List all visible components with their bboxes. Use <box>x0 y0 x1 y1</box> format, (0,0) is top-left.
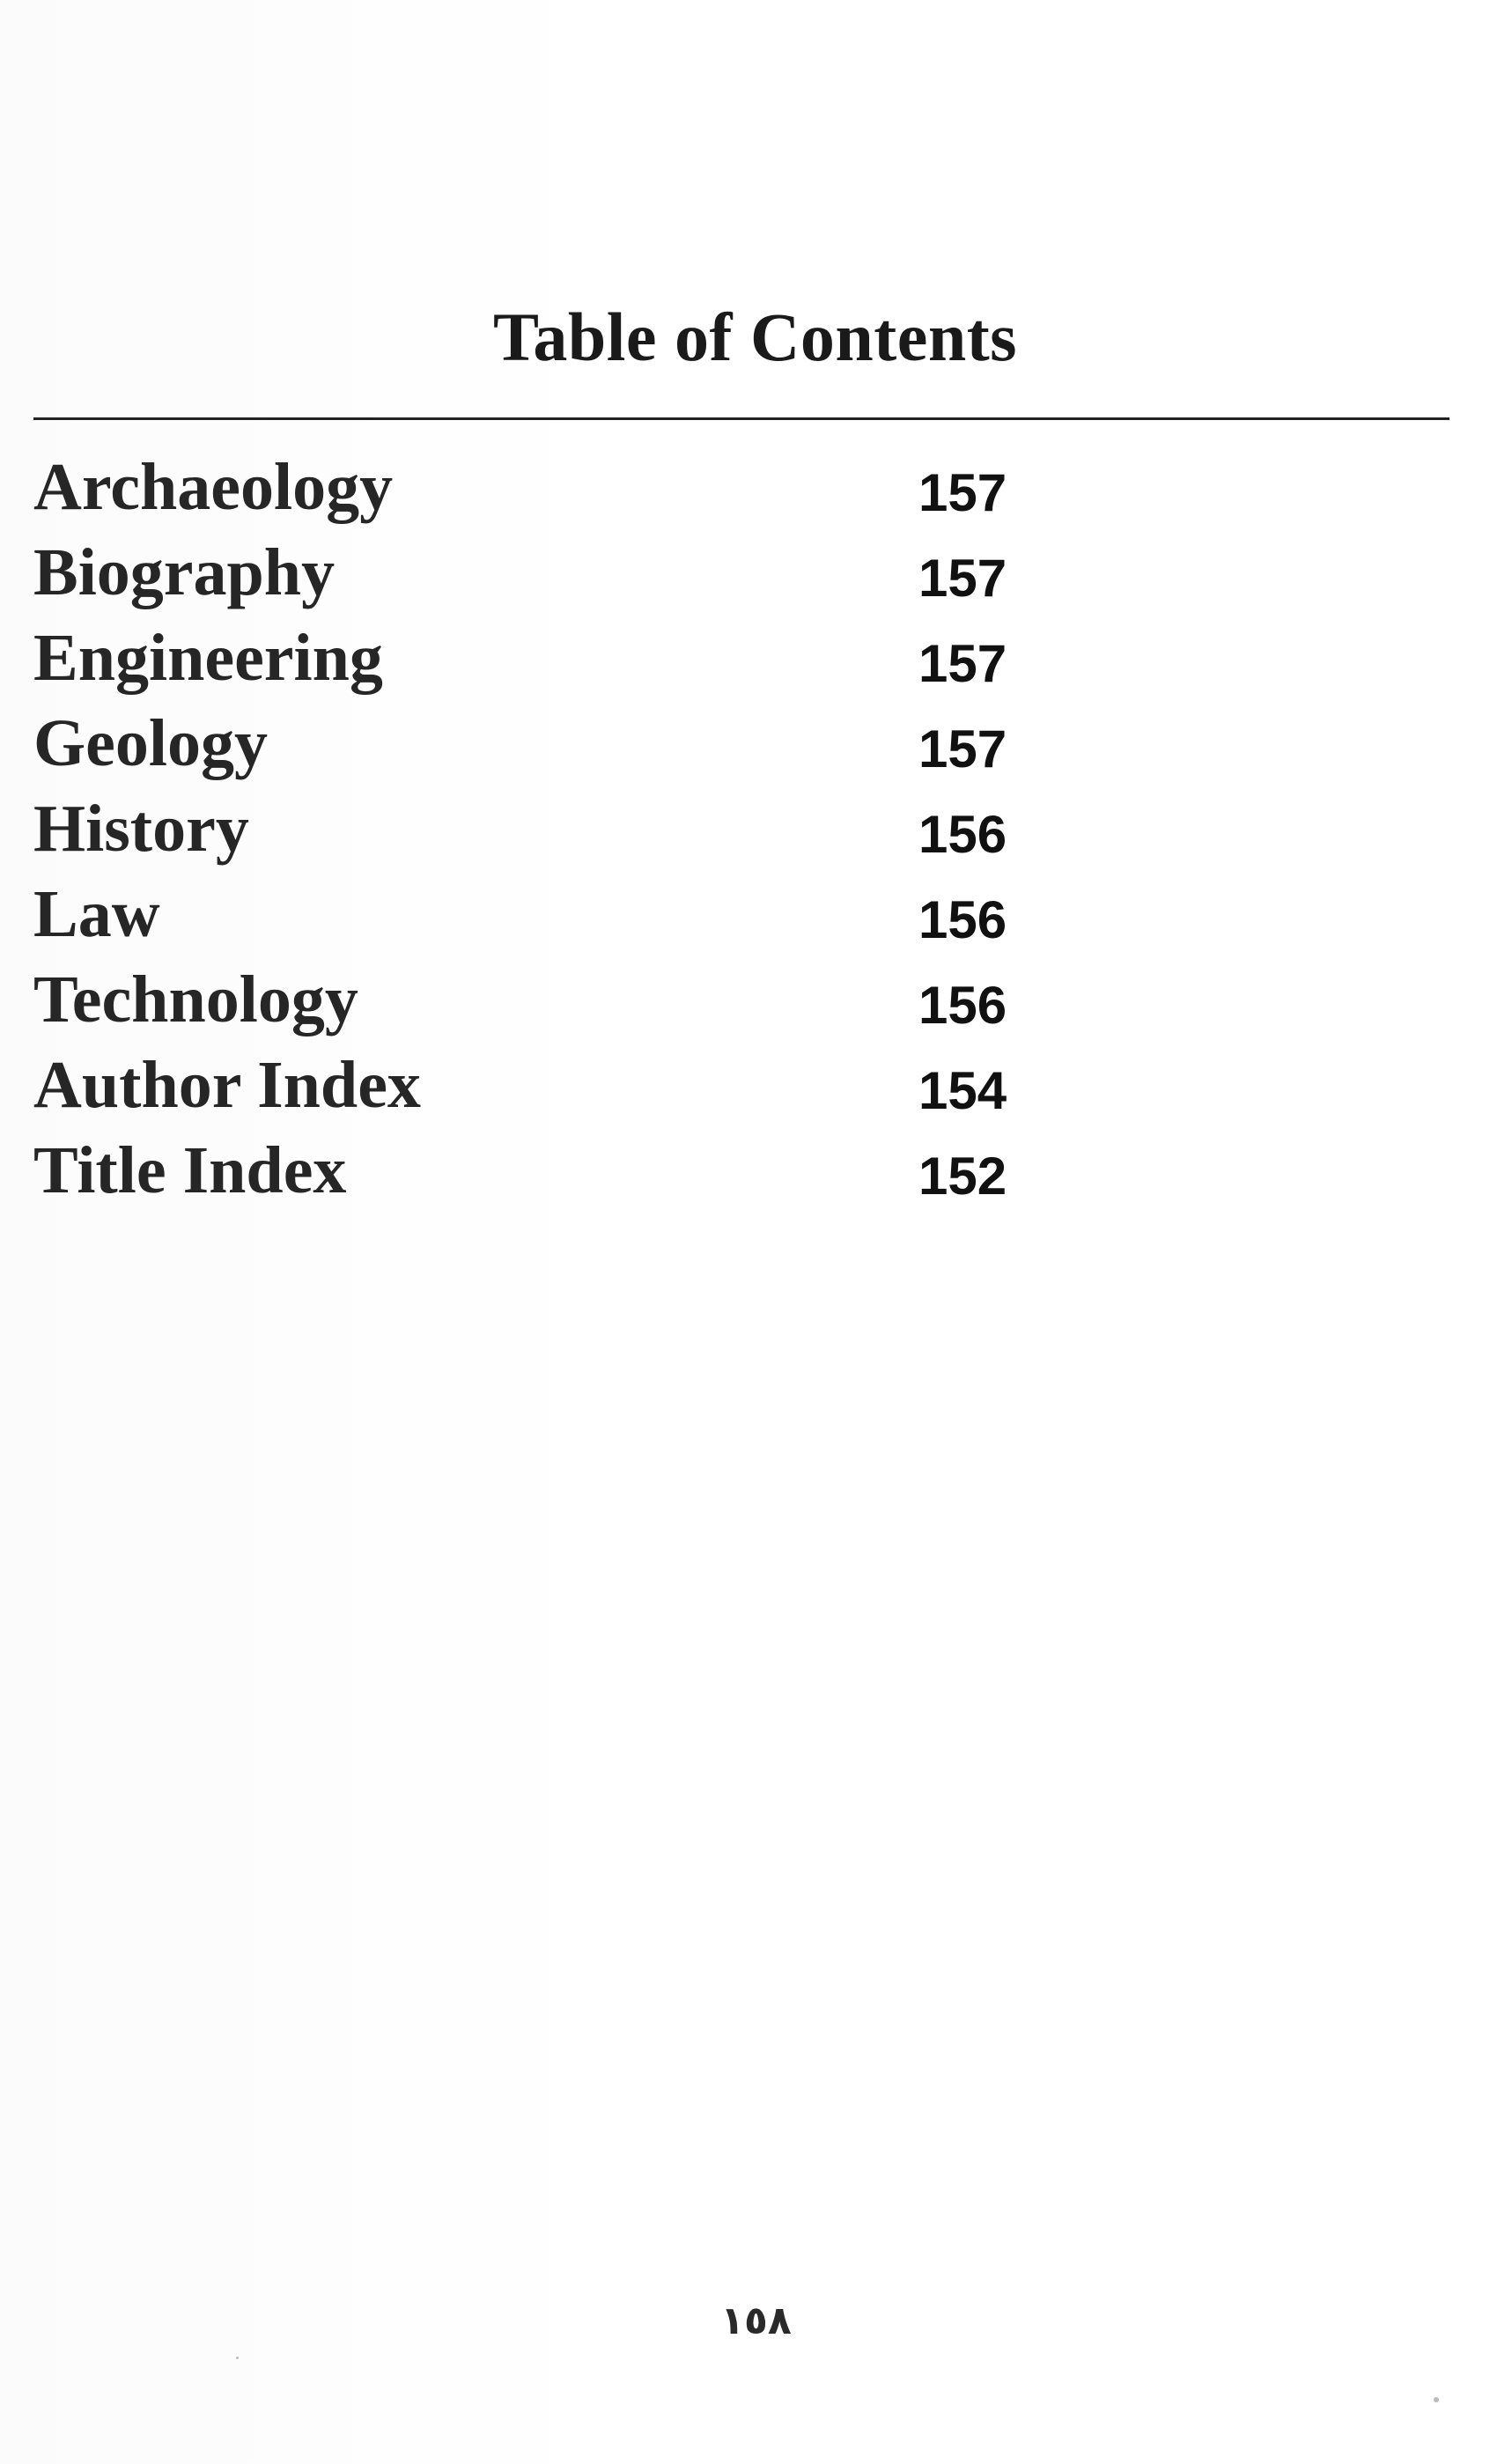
toc-entry-label: Technology <box>33 963 358 1037</box>
scan-speck <box>1434 2397 1439 2402</box>
toc-entry-page: 156 <box>918 805 1007 864</box>
toc-entry-engineering <box>33 616 1178 701</box>
toc-entry-technology <box>33 957 1178 1043</box>
toc-entry-page: 157 <box>918 463 1007 522</box>
toc-entry-archaeology <box>33 445 1178 530</box>
toc-entry-title-index <box>33 1128 1178 1214</box>
toc-entry-law <box>33 872 1178 957</box>
title-rule <box>33 417 1449 420</box>
toc-entry-page: 156 <box>918 890 1007 949</box>
toc-entry-page: 156 <box>918 976 1007 1035</box>
toc-entry-label: Geology <box>33 706 268 780</box>
toc-entry-geology <box>33 701 1178 786</box>
toc-entry-label: Title Index <box>33 1133 347 1207</box>
toc-entry-page: 154 <box>918 1061 1007 1120</box>
toc-entry-page: 152 <box>918 1147 1007 1206</box>
toc-entry-label: Archaeology <box>33 450 394 524</box>
toc-entry-label: History <box>33 792 249 866</box>
toc-entry-label: Engineering <box>33 621 383 695</box>
scan-speck <box>236 2357 239 2359</box>
bleed-through-heading <box>476 84 845 154</box>
toc-entry-author-index <box>33 1043 1178 1128</box>
page-number: ١٥٨ <box>720 2298 792 2343</box>
toc-entry-biography <box>33 530 1178 616</box>
toc-title: Table of Contents <box>493 299 1018 375</box>
toc-entry-label: Biography <box>33 535 336 609</box>
toc-entry-page: 157 <box>918 634 1007 693</box>
toc-list <box>33 445 1178 1214</box>
toc-entry-page: 157 <box>918 549 1007 608</box>
toc-entry-label: Law <box>33 877 160 951</box>
toc-entry-history <box>33 786 1178 872</box>
toc-entry-label: Author Index <box>33 1048 421 1122</box>
toc-entry-page: 157 <box>918 719 1007 778</box>
